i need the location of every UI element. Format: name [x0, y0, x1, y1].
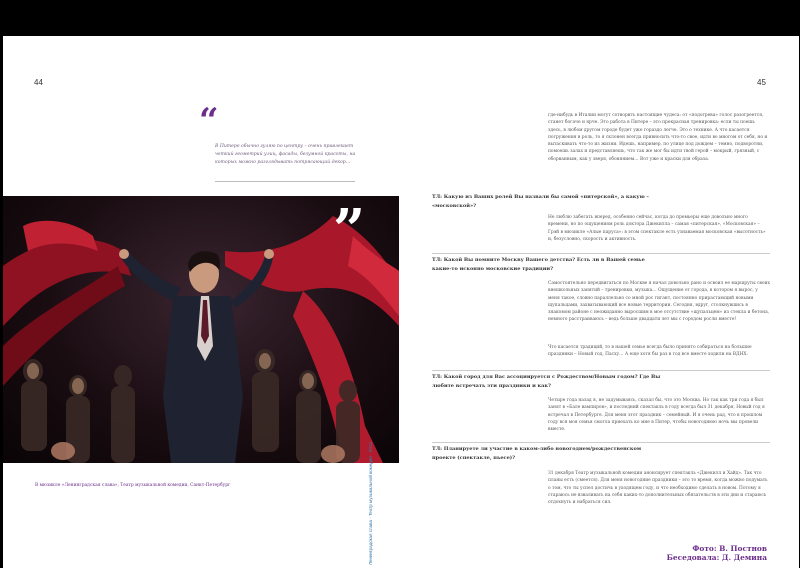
section-divider [432, 253, 770, 254]
quote-mark-icon: “ [199, 101, 219, 141]
photo-caption: В мюзикле «Ленинградская слава», Театр музыкальной комедии, Санкт-Петербург [35, 483, 231, 488]
paragraph-5: Четыре года назад я, не задумываясь, сказал бы, что это Москва. Но так как три года я был занят в «Бале вампиров», и последний спектакль в году всегда был 31 декабря, Новый год я встречал в Петербурге. Для меня этот праздник – семейный. И я очень рад, что в прошлом году вся моя семья смогла приехать ко мне в Питер, чтобы новогоднюю ночь мы провели вместе. [548, 398, 765, 433]
paragraph-3: Самостоятельно передвигаться по Москве я начал довольно рано и освоил ее маршруты своих внешкольных занятий – тренировки, музыка… Ощущение от города, в котором я вырос, у меня такое, словно параллельно со мной рос гигант, постоянно прирастающий новыми щупальцами, захватывающий все новые территории. Сегодня, вдруг, столкнувшись в знакомом районе с неожиданно выросшим в мое отсутствие «щупальцем» из стекла и бетона, немного расстраиваюсь – ведь больше двадцати лет мы с городом росли вместе! [548, 281, 770, 323]
question-2: ТЛ: Какой Вы помните Москву Вашего детства? Есть ли в Вашей семье какие-то исконно московские традиции? [432, 257, 645, 272]
vertical-strip [365, 442, 375, 565]
paragraph-1: где-нибудь в Италии могут сотворить настоящие чудеса: от «подогрева» голос разогреется, станет богаче и ярче. Это работа в Питере – это прекрасная тренировка: если ты поешь здесь, в любом другом городе будет уже гораздо легче. Это о технике. А что касается погружения в роль, то я склонен всегда привносить что-то свое, идти во многом от себя, но и вытаскивать что-то из жизни. Идешь, например, по улице под дождем – темно, подворотни, помоешь залах и представляешь, что так же мог бы идти твой герой – мокрый, грязный, с оборванным, как у зверя, обонянием… Вот уже и краски для образа. [548, 113, 768, 162]
page-number-left: 44 [34, 78, 43, 87]
page-number-right: 45 [757, 78, 766, 87]
question-3: ТЛ: Какой город для Вас ассоциируется с Рождеством/Новым годом? Где Вы любите встречать эти праздники и как? [432, 374, 661, 389]
question-4: ТЛ: Планируете ли участие в каком-либо новогоднем/рождественском проекте (спектакле, пьесе)? [432, 446, 642, 461]
stage-photo [3, 196, 399, 463]
pull-quote-rule [215, 181, 355, 182]
vertical-strip-text: Ленинградская слава · Театр музыкальной комедии · 2014 [368, 442, 373, 565]
paragraph-4: Что касается традиций, то в нашей семье всегда было принято собираться на большие праздники – Новый год, Пасху… А еще хотя бы раз в год все вместе ходили на ВДНХ. [548, 345, 752, 358]
photo-credit: Фото: В. Постнов [692, 544, 767, 553]
pull-quote: В Питере обычно гуляю по центру – очень привлекает четкий геометрий улиц, фасады, безумной красоты, на которых можно разглядывать потрясающий декор… [215, 144, 356, 165]
question-1: ТЛ: Какую из Ваших ролей Вы назвали бы самой «питерской», а какую – «московской»? [432, 194, 649, 209]
paragraph-6: 31 декабря Театр музыкальной комедии анонсирует спектакль «Джекилл и Хайд». Так что планы есть (смеется). Для меня новогодние праздники – это то время, когда можно подумать о том, что ты успел достичь в уходящем году, и что необходимо сделать в новом. Потому я стараюсь не взваливать на себя каких-то дополнительных обязательств в эти дни и стараюсь отдохнуть и набраться сил. [548, 471, 768, 506]
credits [667, 544, 767, 562]
section-divider [432, 442, 770, 443]
interview-credit: Беседовала: Д. Демина [666, 553, 767, 562]
paragraph-2: Не люблю забегать вперед, особенно сейчас, когда до премьеры еще довольно много времени, но по ощущениям роль доктора Джекилла – самая «питерская», «Московская» – Грэй в мюзикле «Алые паруса»: в этом спектакле есть узнаваемая московская «высотность» и, безусловно, скорость и активность. [548, 215, 766, 242]
section-divider [432, 370, 770, 371]
close-quote-icon: ” [333, 197, 366, 263]
